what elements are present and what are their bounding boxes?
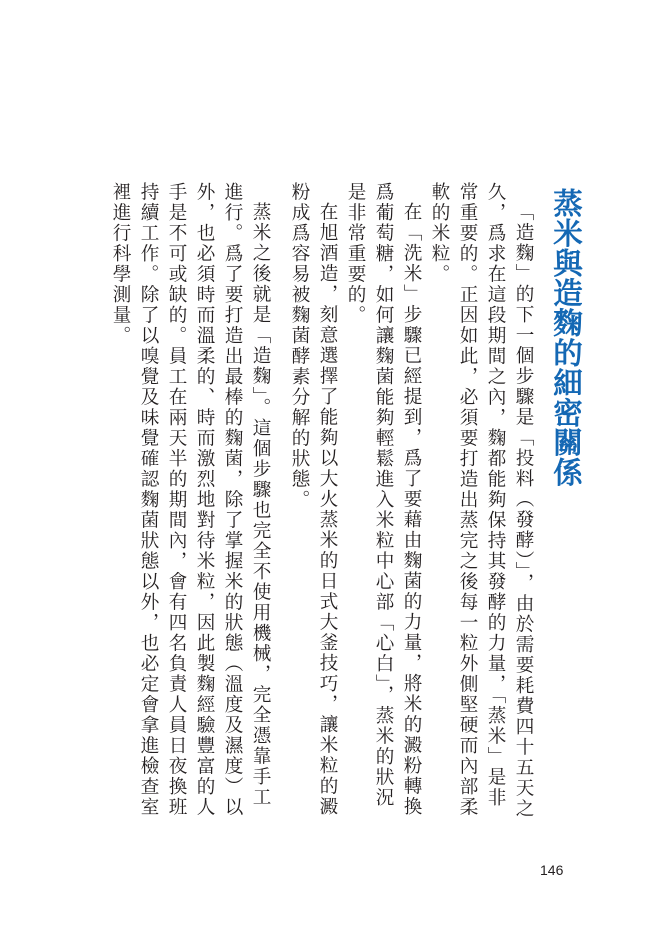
page-number: 146 — [540, 862, 564, 878]
paragraph-1: 「造麴」的下一個步驟是「投料（發酵）」，由於需要耗費四十五天之久，爲求在這段期間之內，麴都能夠保持其發酵的力量，「蒸米」是非常重要的。正因如此，必須要打造出蒸完之後每一粒外側堅硬而內部柔軟的米粒。 — [429, 182, 534, 819]
paragraph-3: 在旭酒造，刻意選擇了能夠以大火蒸米的日式大釜技巧，讓米粒的澱粉成爲容易被麴菌酵素分解的狀態。 — [289, 182, 338, 817]
paragraph-2: 在「洗米」步驟已經提到，爲了要藉由麴菌的力量，將米的澱粉轉換爲葡萄糖，如何讓麴菌能夠輕鬆進入米粒中心部「心白」，蒸米的狀況是非常重要的。 — [345, 182, 422, 817]
paragraph-4: 蒸米之後就是「造麴」。這個步驟也完全不使用機械，完全憑靠手工進行。爲了要打造出最棒的麴菌，除了掌握米的狀態（溫度及濕度）以外，也必須時而溫柔的、時而激烈地對待米粒，因此製麴經驗豐富的人手是不可或缺的。員工在兩天半的期間內，會有四名負責人員日夜換班持續工作。除了以嗅覺及味覺確認麴菌狀態以外，也必定會拿進檢查室裡進行科學測量。 — [110, 182, 271, 818]
body-text — [106, 182, 537, 822]
section-title: 蒸米與造麴的細密關係 — [549, 188, 583, 487]
